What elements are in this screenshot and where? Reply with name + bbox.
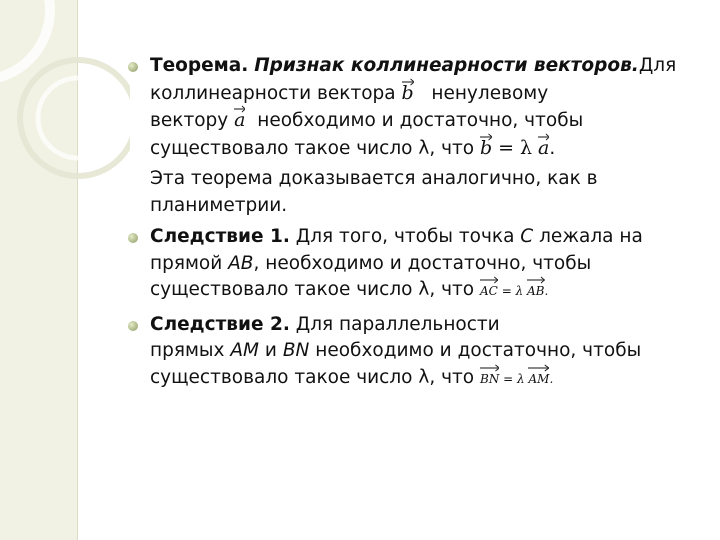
vector-arrow-icon [480,276,498,284]
vector-a: a [538,135,549,162]
bullet-icon [128,62,138,72]
line-am: AM [230,340,259,361]
theorem-text: вектору [150,110,229,131]
note-line: Эта теорема доказывается аналогично, как в [150,168,598,189]
vector-arrow-icon [480,364,499,372]
decorative-circles [0,0,130,200]
bullet-icon [128,321,138,331]
vector-a: a [234,107,245,134]
bullet-icon [128,233,138,243]
vector-ab: AB [527,278,544,305]
line-bn: BN [282,340,310,361]
vector-arrow-icon [527,276,544,284]
theorem-title: Признак коллинеарности векторов. [254,55,639,76]
theorem-paragraph [128,53,688,162]
corollary-2-label: Следствие 2. [150,313,290,335]
vector-arrow-icon [480,133,492,141]
corollary-1-label: Следствие 1. [150,226,290,247]
theorem-text: существовало такое число λ, что [150,137,475,159]
theorem-text: Для [638,55,677,76]
theorem-text: необходимо и достаточно, чтобы [257,110,584,131]
vector-b: b [480,135,492,162]
vector-arrow-icon [234,105,245,113]
formula-b-eq-lambda-a: b = λ a. [480,135,555,163]
point-c: C [520,226,534,247]
theorem-text: коллинеарности вектора [150,82,396,104]
corollary-1-paragraph: Следствие 1. Для того, чтобы точка C лежала на прямой AB, необходимо и достаточно, чтобы существовало такое число λ, что AC = λ AB. [128,224,688,305]
vector-am: AM [528,366,549,393]
vector-bn: BN [480,366,499,393]
theorem-text: ненулевому [431,82,549,104]
corollary-2-paragraph: Следствие 2. Для параллельности прямых AM и BN необходимо и достаточно, чтобы существовало такое число λ, что BN = λ AM. [128,312,688,393]
vector-b: b [402,80,414,107]
slide-content [128,53,688,392]
vector-arrow-icon [528,364,549,372]
theorem-note [128,166,688,219]
theorem-label: Теорема. [150,55,249,76]
formula-bn-eq-lambda-am: BN = λ AM. [480,366,553,393]
formula-ac-eq-lambda-ab: AC = λ AB. [480,278,548,305]
vector-arrow-icon [402,78,414,86]
line-ab: AB [228,252,254,274]
vector-ac: AC [480,278,498,305]
note-line: планиметрии. [150,194,288,216]
vector-arrow-icon [538,133,549,141]
